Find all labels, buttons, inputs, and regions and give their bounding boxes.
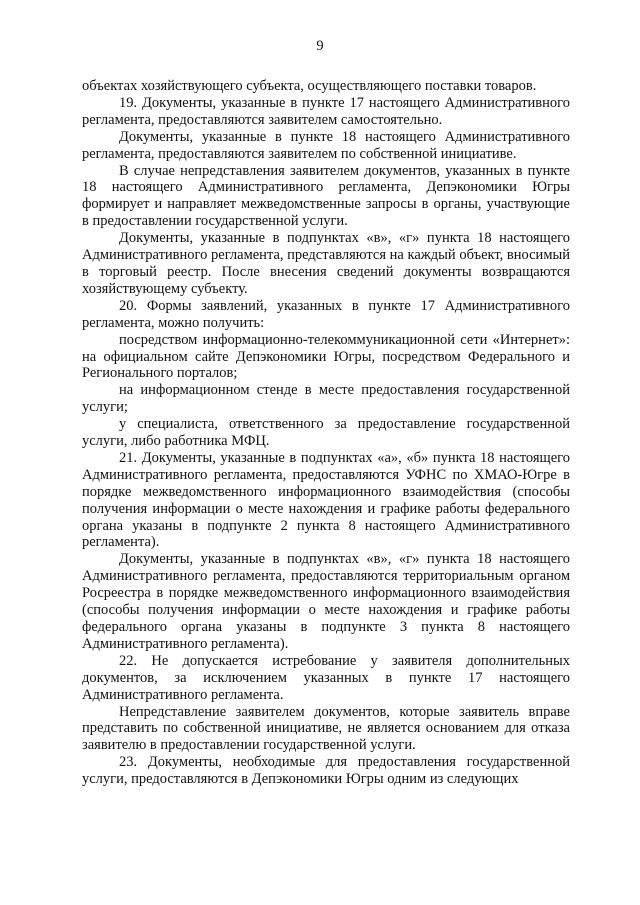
paragraph: Документы, указанные в пункте 18 настоящего Административного регламента, предоставляются заявителем по собственной инициативе. — [82, 128, 570, 162]
list-item: посредством информационно-телекоммуникационной сети «Интернет»: на официальном сайте Депэкономики Югры, посредством Федерального и Регионального порталов; — [82, 331, 570, 382]
paragraph-continuation: объектах хозяйствующего субъекта, осуществляющего поставки товаров. — [82, 78, 537, 94]
page-number: 9 — [316, 38, 324, 54]
list-item: у специалиста, ответственного за предоставление государственной услуги, либо работника МФЦ. — [82, 416, 570, 450]
paragraph: Документы, указанные в подпунктах «в», «г» пункта 18 настоящего Административного регламента, представляются на каждый объект, вносимый в торговый реестр. После внесения сведений документы возвращаются хозяйствующему субъекту. — [82, 230, 570, 297]
paragraph: Документы, указанные в подпунктах «в», «г» пункта 18 настоящего Административного регламента, предоставляются территориальным органом Росреестра в порядке межведомственного информационного взаимодействия (способы получения информации о месте нахождения и графике работы федерального органа указаны в подпункте 3 пункта 8 настоящего Административного регламента). — [82, 551, 570, 652]
paragraph-23: 23. Документы, необходимые для предоставления государственной услуги, предоставляются в Депэкономики Югры одним из следующих — [82, 754, 570, 788]
list-item: на информационном стенде в месте предоставления государственной услуги; — [82, 382, 570, 416]
paragraph-20: 20. Формы заявлений, указанных в пункте 17 Административного регламента, можно получить: — [82, 297, 570, 331]
paragraph-22: 22. Не допускается истребование у заявителя дополнительных документов, за исключением указанных в пункте 17 настоящего Административного регламента. — [82, 652, 570, 703]
paragraph-21: 21. Документы, указанные в подпунктах «а», «б» пункта 18 настоящего Административного регламента, предоставляются УФНС по ХМАО-Югре в порядке межведомственного информационного взаимодействия (способы получения информации о месте нахождения и графике работы федерального органа указаны в подпункте 2 пункта 8 настоящего Административного регламента). — [82, 449, 570, 551]
paragraph: В случае непредставления заявителем документов, указанных в пункте 18 настоящего Административного регламента, Депэкономики Югры формирует и направляет межведомственные запросы в органы, участвующие в предоставлении государственной услуги. — [82, 162, 570, 230]
document-body — [82, 78, 570, 788]
paragraph: Непредставление заявителем документов, которые заявитель вправе представить по собственной инициативе, не является основанием для отказа заявителю в предоставлении государственной услуги. — [82, 703, 570, 754]
paragraph-19: 19. Документы, указанные в пункте 17 настоящего Административного регламента, предоставляются заявителем самостоятельно. — [82, 94, 570, 128]
